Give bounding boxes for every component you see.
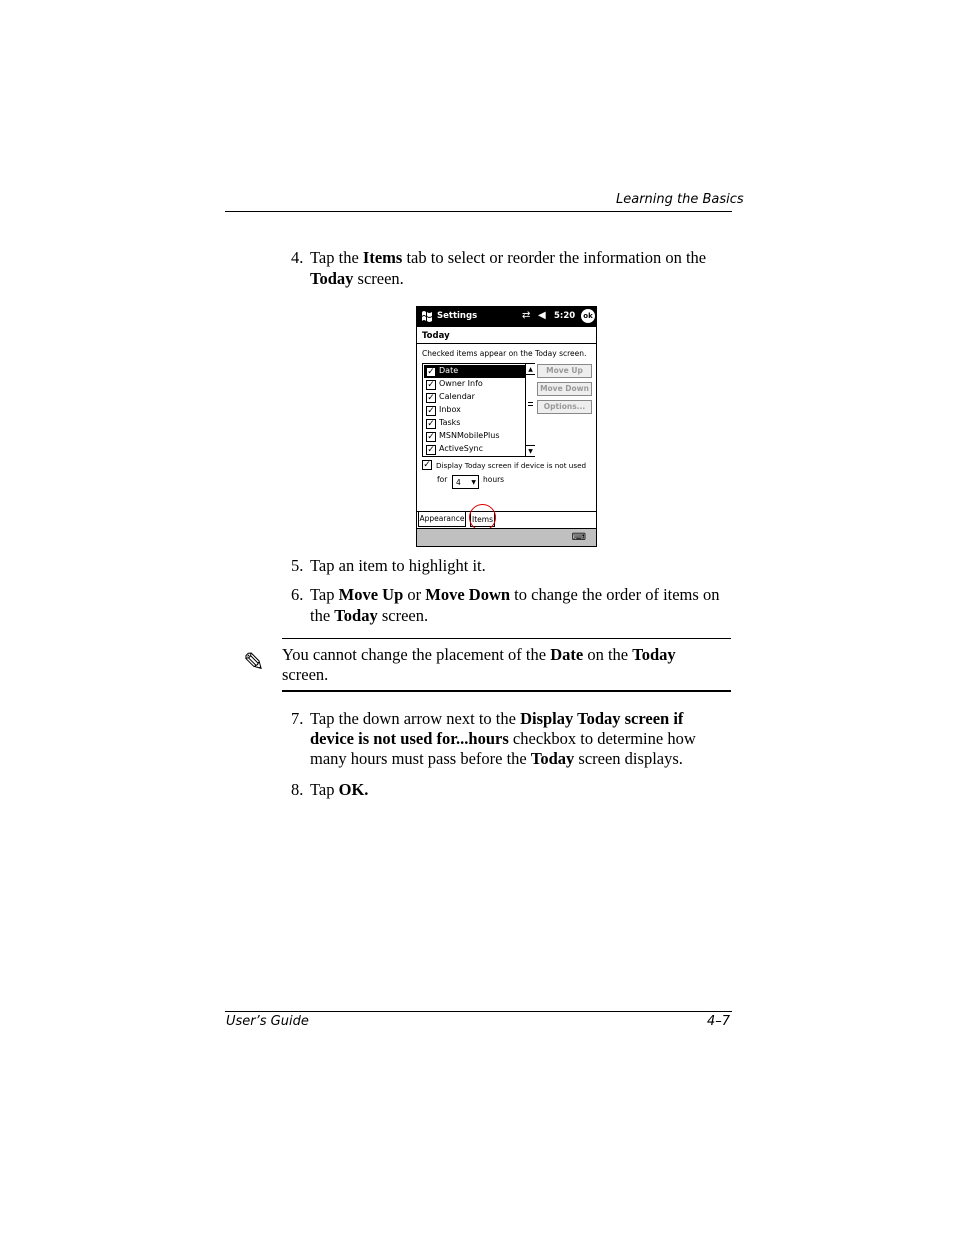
scrollbar[interactable] <box>525 364 535 456</box>
scroll-up-arrow-icon[interactable]: ▲ <box>526 364 535 375</box>
step-4: 4. Tap the Items tab to select or reorder the information on the Today screen. <box>291 248 707 288</box>
move-up-button[interactable]: Move Up <box>537 364 592 378</box>
step-number: 7. <box>291 709 304 728</box>
note-bottom-rule <box>282 690 731 692</box>
list-item[interactable]: ✓ Owner Info <box>427 379 483 390</box>
step-number: 4. <box>291 248 304 267</box>
scroll-thumb[interactable] <box>528 402 533 406</box>
ok-button[interactable]: ok <box>581 309 595 323</box>
header-rule <box>225 211 732 212</box>
display-today-checkbox-row[interactable]: ✓ Display Today screen if device is not used <box>423 460 587 470</box>
step-number: 5. <box>291 556 304 575</box>
page-title: Today <box>422 331 450 341</box>
step-5: 5. Tap an item to highlight it. <box>291 556 486 575</box>
app-title: Settings <box>437 311 478 321</box>
chevron-down-icon[interactable]: ▼ <box>471 479 476 486</box>
list-item[interactable]: ✓ Date <box>424 365 525 378</box>
checkbox[interactable]: ✓ <box>423 460 431 470</box>
instruction-text: Checked items appear on the Today screen. <box>422 349 587 358</box>
speaker-icon[interactable]: ◀ <box>538 310 546 321</box>
checkbox[interactable]: ✓ <box>427 406 435 416</box>
items-list[interactable] <box>422 363 535 457</box>
highlight-circle <box>469 504 496 531</box>
move-down-button[interactable]: Move Down <box>537 382 592 396</box>
step-number: 8. <box>291 780 304 799</box>
note-text: You cannot change the placement of the Date on the Today screen. <box>282 645 676 684</box>
step-6: 6. Tap Move Up or Move Down to change the order of items on the Today screen. <box>291 585 720 625</box>
list-item[interactable]: ✓ Inbox <box>427 405 461 416</box>
step-8: 8. Tap OK. <box>291 780 369 799</box>
footer-rule <box>225 1011 732 1012</box>
step-7: 7. Tap the down arrow next to the Display Today screen if device is not used for...hours checkbox to determine how many hours must pass before the Today screen displays. <box>291 709 696 768</box>
checkbox[interactable]: ✓ <box>427 393 435 403</box>
windows-flag-icon[interactable] <box>420 309 434 323</box>
checkbox[interactable]: ✓ <box>427 432 435 442</box>
checkbox[interactable]: ✓ <box>427 380 435 390</box>
list-item[interactable]: ✓ Calendar <box>427 392 475 403</box>
options-button[interactable]: Options... <box>537 400 592 414</box>
list-item[interactable]: ✓ MSNMobilePlus <box>427 431 500 442</box>
page-number: 4–7 <box>707 1014 731 1029</box>
checkbox[interactable]: ✓ <box>427 367 435 377</box>
checkbox[interactable]: ✓ <box>427 445 435 455</box>
clock[interactable]: 5:20 <box>554 311 576 321</box>
hours-dropdown[interactable]: 4 ▼ <box>452 475 479 489</box>
note-top-rule <box>282 638 731 639</box>
hours-label: hours <box>483 475 505 484</box>
settings-screenshot <box>416 306 597 547</box>
checkbox[interactable]: ✓ <box>427 419 435 429</box>
list-item[interactable]: ✓ ActiveSync <box>427 444 484 455</box>
title-bar <box>417 307 596 327</box>
running-header: Learning the Basics <box>616 192 744 207</box>
antenna-icon[interactable]: ⇄ <box>522 310 531 321</box>
tab-items[interactable]: Items <box>470 512 495 527</box>
list-item[interactable]: ✓ Tasks <box>427 418 461 429</box>
keyboard-icon[interactable]: ⌨ <box>571 532 586 543</box>
command-bar <box>417 528 596 546</box>
pencil-note-icon: ✎ <box>243 648 265 678</box>
divider <box>417 343 596 344</box>
tab-appearance[interactable]: Appearance <box>418 512 466 527</box>
for-label: for <box>437 475 448 484</box>
scroll-down-arrow-icon[interactable]: ▼ <box>526 445 535 456</box>
step-number: 6. <box>291 585 304 604</box>
footer-guide-title: User’s Guide <box>226 1014 309 1029</box>
